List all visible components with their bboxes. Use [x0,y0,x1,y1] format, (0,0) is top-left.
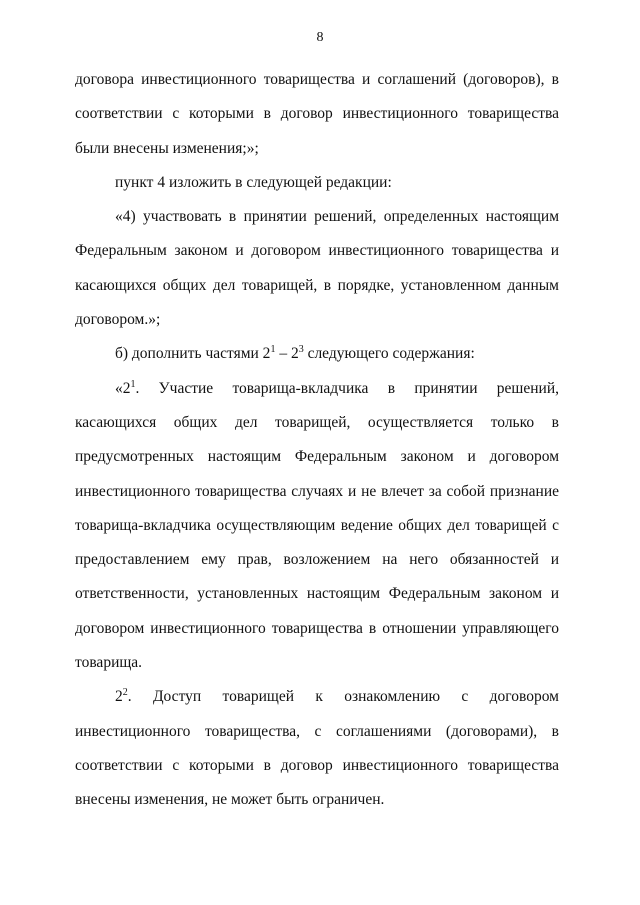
parts-sup-2: 3 [298,344,304,356]
paragraph-continuation: договора инвестиционного товарищества и соглашений (договоров), в соответствии с которыми в договор инвестиционного товарищества были внесены изменения;»; [75,71,559,157]
parts-sup-1: 1 [270,344,276,356]
instruction-text: пункт 4 изложить в следующей редакции: [115,173,392,191]
parts-text-before: б) дополнить частями 2 [115,345,271,363]
parts-text-after: следующего содержания: [303,345,475,363]
part-2-2-sup: 2 [122,687,128,699]
paragraph-instruction-point-4 [75,166,559,200]
document-body [75,63,559,818]
parts-text-middle: – 2 [275,345,299,363]
paragraph-point-4-text: «4) участвовать в принятии решений, определенных настоящим Федеральным законом и договором инвестиционного товарищества и касающихся общих дел товарищей, в порядке, установленном данным договором.»; [75,208,559,329]
paragraph-part-2-2 [75,680,559,817]
page-number: 8 [316,30,324,45]
part-2-1-sup: 1 [130,378,136,390]
part-2-2-number: 2 [115,688,123,706]
paragraph-part-2-1 [75,372,559,681]
part-2-1-number: «2 [115,379,131,397]
part-2-1-text: . Участие товарища-вкладчика в принятии решений, касающихся общих дел товарищей, осуществляется только в предусмотренных настоящим Федеральным законом и договором инвестиционного товарищества случаях и не влечет за собой признание товарища-вкладчика осуществляющим ведение общих дел товарищей с предоставлением ему прав, возложением на него обязанностей и ответственности, установленных настоящим Федеральным законом и договором инвестиционного товарищества в отношении управляющего товарища. [75,379,559,672]
part-2-2-text: . Доступ товарищей к ознакомлению с договором инвестиционного товарищества, с соглашениями (договорами), в соответствии с которыми в договор инвестиционного товарищества внесены изменения, не может быть ограничен. [75,688,559,809]
paragraph-instruction-parts [75,337,559,371]
